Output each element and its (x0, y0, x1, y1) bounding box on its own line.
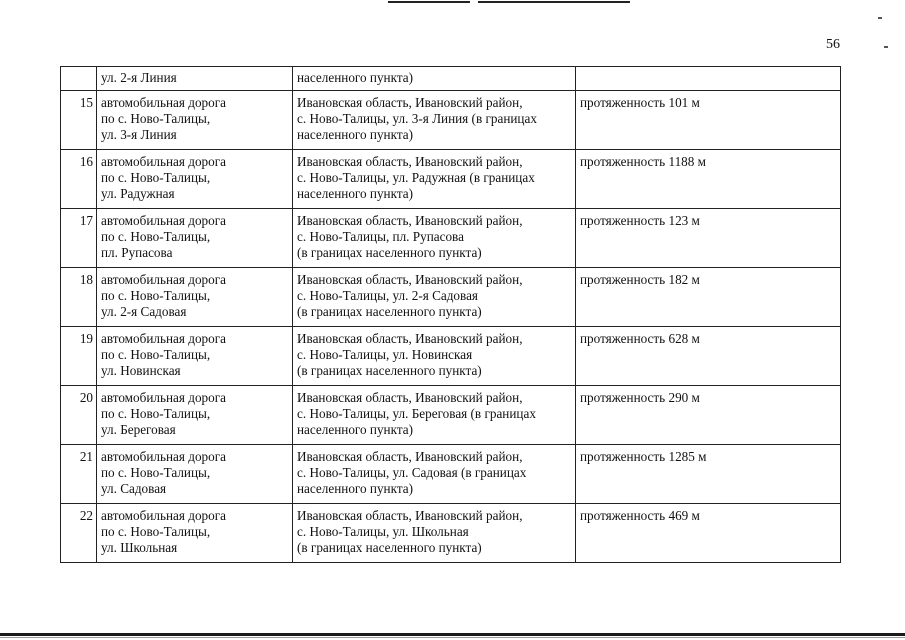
address-cell-line: с. Ново-Талицы, ул. Береговая (в границах (297, 406, 536, 421)
bottom-scan-border-shadow (0, 637, 905, 638)
table-row (61, 209, 841, 268)
address-cell-line: населенного пункта) (297, 422, 414, 437)
characteristics-cell: протяженность 123 м (576, 209, 841, 268)
road-name-cell-line: автомобильная дорога (101, 331, 227, 346)
address-cell-line: с. Ново-Талицы, ул. Новинская (297, 347, 473, 362)
registry-body (61, 67, 841, 563)
address-cell-line: с. Ново-Талицы, ул. Радужная (в границах (297, 170, 535, 185)
road-name-cell (97, 150, 293, 209)
address-cell-line: с. Ново-Талицы, ул. Садовая (в границах (297, 465, 527, 480)
road-name-cell-line: ул. Береговая (101, 422, 176, 437)
address-cell-line: Ивановская область, Ивановский район, (297, 390, 523, 405)
page-number: 56 (826, 37, 840, 52)
characteristics-cell: протяженность 101 м (576, 91, 841, 150)
road-name-cell (97, 504, 293, 563)
road-name-cell-line: ул. Школьная (101, 540, 178, 555)
road-name-cell: ул. 2-я Линия (97, 67, 293, 91)
road-name-cell-line: автомобильная дорога (101, 154, 227, 169)
road-name-cell-line: по с. Ново-Талицы, (101, 524, 211, 539)
continuation-row (61, 67, 841, 91)
row-number-cell: 21 (61, 445, 97, 504)
address-cell (293, 504, 576, 563)
road-name-cell-line: по с. Ново-Талицы, (101, 465, 211, 480)
address-cell-line: Ивановская область, Ивановский район, (297, 331, 523, 346)
characteristics-cell (576, 67, 841, 91)
row-number-cell: 17 (61, 209, 97, 268)
characteristics-cell: протяженность 469 м (576, 504, 841, 563)
characteristics-cell: протяженность 1188 м (576, 150, 841, 209)
bottom-scan-border (0, 633, 905, 636)
table-row (61, 386, 841, 445)
address-cell (293, 91, 576, 150)
road-name-cell-line: автомобильная дорога (101, 213, 227, 228)
address-cell-line: (в границах населенного пункта) (297, 540, 482, 555)
table-row (61, 327, 841, 386)
road-name-cell-line: автомобильная дорога (101, 95, 227, 110)
address-cell-line: Ивановская область, Ивановский район, (297, 449, 523, 464)
road-name-cell-line: автомобильная дорога (101, 390, 227, 405)
address-cell-line: с. Ново-Талицы, ул. Школьная (297, 524, 469, 539)
road-name-cell-line: по с. Ново-Талицы, (101, 229, 211, 244)
characteristics-cell: протяженность 290 м (576, 386, 841, 445)
address-cell (293, 268, 576, 327)
road-name-cell (97, 268, 293, 327)
road-name-cell-line: по с. Ново-Талицы, (101, 288, 211, 303)
road-name-cell-line: ул. Новинская (101, 363, 181, 378)
characteristics-cell: протяженность 1285 м (576, 445, 841, 504)
row-number-cell: 18 (61, 268, 97, 327)
road-name-cell-line: по с. Ново-Талицы, (101, 170, 211, 185)
address-cell-line: с. Ново-Талицы, ул. 3-я Линия (в границах (297, 111, 537, 126)
row-number-cell: 20 (61, 386, 97, 445)
address-cell-line: населенного пункта) (297, 127, 414, 142)
address-cell (293, 150, 576, 209)
address-cell-line: (в границах населенного пункта) (297, 245, 482, 260)
address-cell-line: Ивановская область, Ивановский район, (297, 508, 523, 523)
table-row (61, 504, 841, 563)
address-cell-line: населенного пункта) (297, 481, 414, 496)
address-cell (293, 445, 576, 504)
address-cell-line: Ивановская область, Ивановский район, (297, 95, 523, 110)
road-name-cell (97, 386, 293, 445)
road-name-cell-line: по с. Ново-Талицы, (101, 111, 211, 126)
road-name-cell-line: автомобильная дорога (101, 272, 227, 287)
road-name-cell (97, 445, 293, 504)
characteristics-cell: протяженность 628 м (576, 327, 841, 386)
road-name-cell (97, 209, 293, 268)
scan-artifact-line (388, 1, 470, 3)
characteristics-cell: протяженность 182 м (576, 268, 841, 327)
address-cell-line: Ивановская область, Ивановский район, (297, 272, 523, 287)
table-row (61, 268, 841, 327)
road-name-cell-line: ул. 3-я Линия (101, 127, 177, 142)
scan-speck (884, 46, 888, 48)
scan-artifact-line (478, 1, 630, 3)
address-cell (293, 386, 576, 445)
address-cell-line: с. Ново-Талицы, ул. 2-я Садовая (297, 288, 478, 303)
address-cell-line: населенного пункта) (297, 186, 414, 201)
road-name-cell (97, 327, 293, 386)
road-name-cell-line: ул. Радужная (101, 186, 175, 201)
road-name-cell (97, 91, 293, 150)
row-number-cell: 22 (61, 504, 97, 563)
address-cell (293, 327, 576, 386)
table-row (61, 445, 841, 504)
scan-speck (878, 17, 882, 19)
table-row (61, 150, 841, 209)
address-cell: населенного пункта) (293, 67, 576, 91)
road-name-cell-line: пл. Рупасова (101, 245, 173, 260)
address-cell-line: с. Ново-Талицы, пл. Рупасова (297, 229, 464, 244)
road-name-cell-line: по с. Ново-Талицы, (101, 347, 211, 362)
address-cell (293, 209, 576, 268)
address-cell-line: (в границах населенного пункта) (297, 304, 482, 319)
row-number-cell: 15 (61, 91, 97, 150)
road-registry-table (60, 66, 841, 563)
row-number-cell: 16 (61, 150, 97, 209)
row-number-cell: 19 (61, 327, 97, 386)
row-number-cell (61, 67, 97, 91)
road-name-cell-line: по с. Ново-Талицы, (101, 406, 211, 421)
table-row (61, 91, 841, 150)
road-name-cell-line: автомобильная дорога (101, 449, 227, 464)
road-name-cell-line: ул. Садовая (101, 481, 167, 496)
road-name-cell-line: ул. 2-я Садовая (101, 304, 187, 319)
road-name-cell-line: автомобильная дорога (101, 508, 227, 523)
address-cell-line: Ивановская область, Ивановский район, (297, 154, 523, 169)
address-cell-line: (в границах населенного пункта) (297, 363, 482, 378)
address-cell-line: Ивановская область, Ивановский район, (297, 213, 523, 228)
